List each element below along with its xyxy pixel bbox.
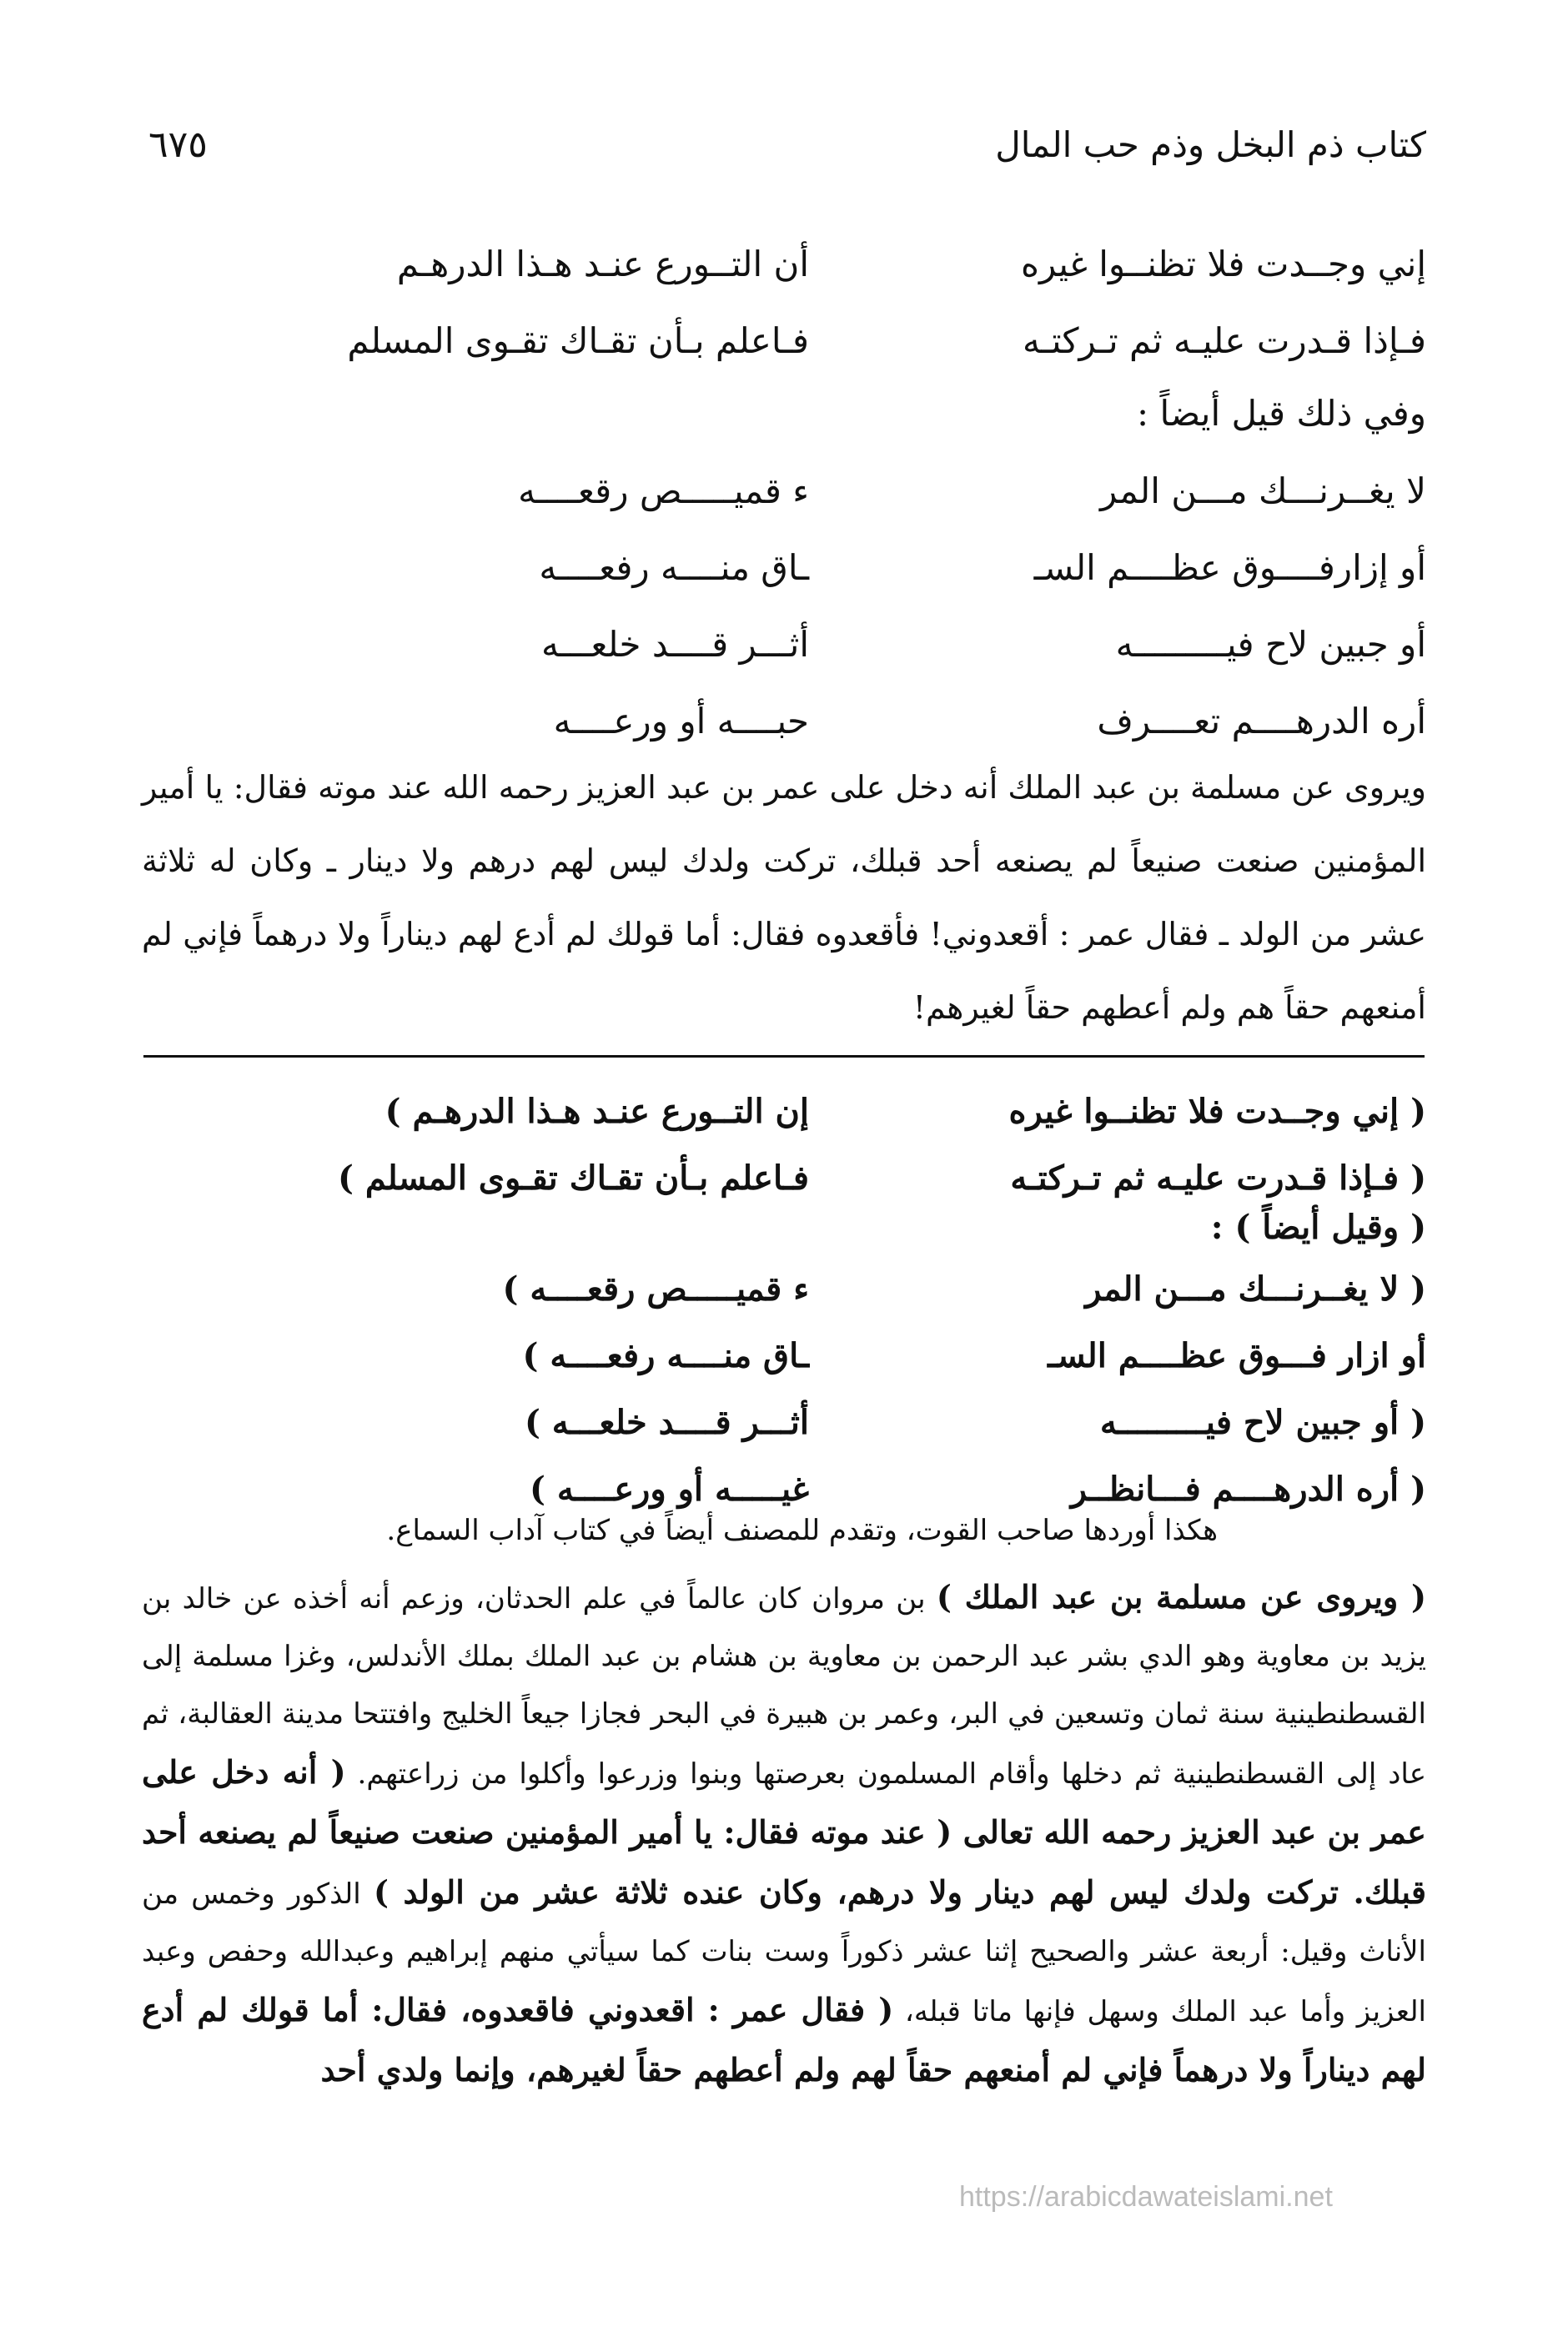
verse-first-hemistich: أو ازار فـــوق عظــــم السـ xyxy=(1048,1335,1426,1375)
main-paragraph: ويروى عن مسلمة بن عبد الملك أنه دخل على عمر بن عبد العزيز رحمه الله عند موته فقال: يا أمير المؤمنين صنعت صنيعاً لم يصنعه أحد قبلك، تركت ولدك ليس لهم درهم ولا دينار ـ وكان له ثلاثة عشر من الولد ـ فقال عمر : أقعدوني! فأقعدوه فقال: أما قولك لم أدع لهم ديناراً ولا درهماً فإني لم أمنعهم حقاً هم ولم أعطهم حقاً لغيرهم! xyxy=(142,769,1427,1026)
verse-second-hemistich: فـاعلم بـأن تقـاك تقـوى المسلم ) xyxy=(338,1158,809,1198)
verse-first-hemistich: ( فـإذا قـدرت عليـه ثم تـركتـه xyxy=(1010,1158,1426,1198)
running-title: كتاب ذم البخل وذم حب المال xyxy=(995,123,1426,165)
verse-intro: وفي ذلك قيل أيضاً : xyxy=(1137,393,1426,434)
section-divider xyxy=(143,1055,1425,1058)
verse-first-hemistich: فـإذا قـدرت عليـه ثم تـركتـه xyxy=(1023,319,1426,361)
verse-first-hemistich: ( إني وجــدت فلا تظنــوا غيره xyxy=(1008,1091,1426,1131)
verse-first-hemistich: أو جبين لاح فيـــــــــه xyxy=(1115,623,1426,665)
watermark-url: https://arabicdawateislami.net xyxy=(959,2181,1333,2213)
verse-line xyxy=(275,1255,1426,1322)
verse-second-hemistich: ـاق منــــه رفعــــه xyxy=(539,546,809,588)
quoted-text: ( فقال عمر : اقعدوني فاقعدوه، فقال: أما قولك لم أدع لهم ديناراً ولا درهماً فإني لم أمنعهم حقاً لهم ولم أعطهم حقاً لغيرهم، وإنما ولدي أحد xyxy=(142,1991,1426,2088)
verse-line xyxy=(275,302,1426,379)
verse-second-hemistich: إن التــورع عنـد هـذا الدرهـم ) xyxy=(384,1091,809,1131)
verse-first-hemistich: ( لا يغــرنـــك مـــن المر xyxy=(1085,1269,1426,1309)
commentary-verse-intro: ( وقيل أيضاً ) : xyxy=(1210,1208,1426,1247)
verse-first-hemistich: لا يغــرنـــك مـــن المر xyxy=(1099,470,1426,511)
verse-first-hemistich: ( أره الدرهــــم فـــانظــر xyxy=(1070,1469,1426,1509)
verse-line xyxy=(275,452,1426,529)
commentary-verses-2 xyxy=(275,1255,1426,1522)
quoted-text: ( أنه دخل على عمر بن عبد العزيز رحمه الله تعالى ( عند موته فقال: يا أمير المؤمنين صنعت صنيعاً لم يصنعه أحد قبلك. تركت ولدك ليس لهم دينار ولا درهم، وكان عنده ثلاثة عشر من الولد ) xyxy=(142,1753,1426,1911)
quoted-text: ( ويروى عن مسلمة بن عبد الملك ) xyxy=(936,1578,1426,1616)
verse-line xyxy=(275,1144,1426,1211)
poem-verses-2 xyxy=(275,452,1426,759)
verse-first-hemistich: ( أو جبين لاح فيـــــــــه xyxy=(1099,1402,1426,1442)
commentary-verses-1 xyxy=(275,1078,1426,1211)
verse-second-hemistich: ء قميـــــص رقعــــه ) xyxy=(502,1269,809,1309)
verse-second-hemistich: فـاعلم بـأن تقـاك تقـوى المسلم xyxy=(347,319,809,361)
verse-first-hemistich: إني وجــدت فلا تظنــوا غيره xyxy=(1021,243,1426,284)
source-note: هكذا أوردها صاحب القوت، وتقدم للمصنف أيضاً في كتاب آداب السماع. xyxy=(386,1514,1218,1547)
main-text xyxy=(142,751,1426,1044)
verse-line xyxy=(275,1322,1426,1389)
verse-line xyxy=(275,682,1426,759)
verse-second-hemistich: ـاق منــــه رفعــــه ) xyxy=(522,1335,809,1375)
commentary-text xyxy=(142,1568,1426,2101)
verse-second-hemistich: أثـــر قــــد خلعـــه ) xyxy=(524,1402,809,1442)
verse-line xyxy=(275,529,1426,606)
page-header xyxy=(148,115,1426,173)
verse-first-hemistich: أو إزارفــــوق عظــــم السـ xyxy=(1033,546,1426,588)
verse-line xyxy=(275,1078,1426,1144)
commentary-paragraph xyxy=(142,1568,1426,2101)
verse-second-hemistich: ء قميـــــص رقعــــه xyxy=(518,470,809,511)
explanation-text: بن مروان كان عالماً في علم الحدثان، وزعم أنه أخذه عن خالد بن يزيد بن معاوية وهو الدي بشر عبد الرحمن بن معاوية بن هشام بن عبد الملك بملك الأندلس، وغزا مسلمة إلى القسطنطينية سنة ثمان وتسعين في البر، وعمر بن هبيرة في البحر فجازا جيعاً الخليج وافتتحا مدينة العقالبة، ثم عاد إلى القسطنطينية ثم دخلها وأقام المسلمون بعرصتها وبنوا وزرعوا وأكلوا من زراعتهم. xyxy=(142,1582,1426,1791)
verse-first-hemistich: أره الدرهــــم تعــــرف xyxy=(1097,700,1426,741)
verse-second-hemistich: أثـــر قــــد خلعـــه xyxy=(540,623,809,665)
verse-line xyxy=(275,606,1426,682)
verse-line xyxy=(275,1455,1426,1522)
page-number: ٦٧٥ xyxy=(148,123,208,166)
verse-second-hemistich: غيـــــه أو ورعــــه ) xyxy=(530,1469,809,1509)
poem-verses-1 xyxy=(275,225,1426,379)
verse-second-hemistich: حبــــه أو ورعــــه xyxy=(553,700,809,741)
verse-second-hemistich: أن التــورع عنـد هـذا الدرهـم xyxy=(396,243,809,284)
verse-line xyxy=(275,225,1426,302)
verse-line xyxy=(275,1389,1426,1455)
explanation-text: الذكور وخمس من الأناث وقيل: أربعة عشر والصحيح إثنا عشر ذكوراً وست بنات كما سيأتي منهم إبراهيم وعبدالله وحفص وعبد العزيز وأما عبد الملك وسهل فإنها ماتا قبله، xyxy=(142,1877,1426,2028)
